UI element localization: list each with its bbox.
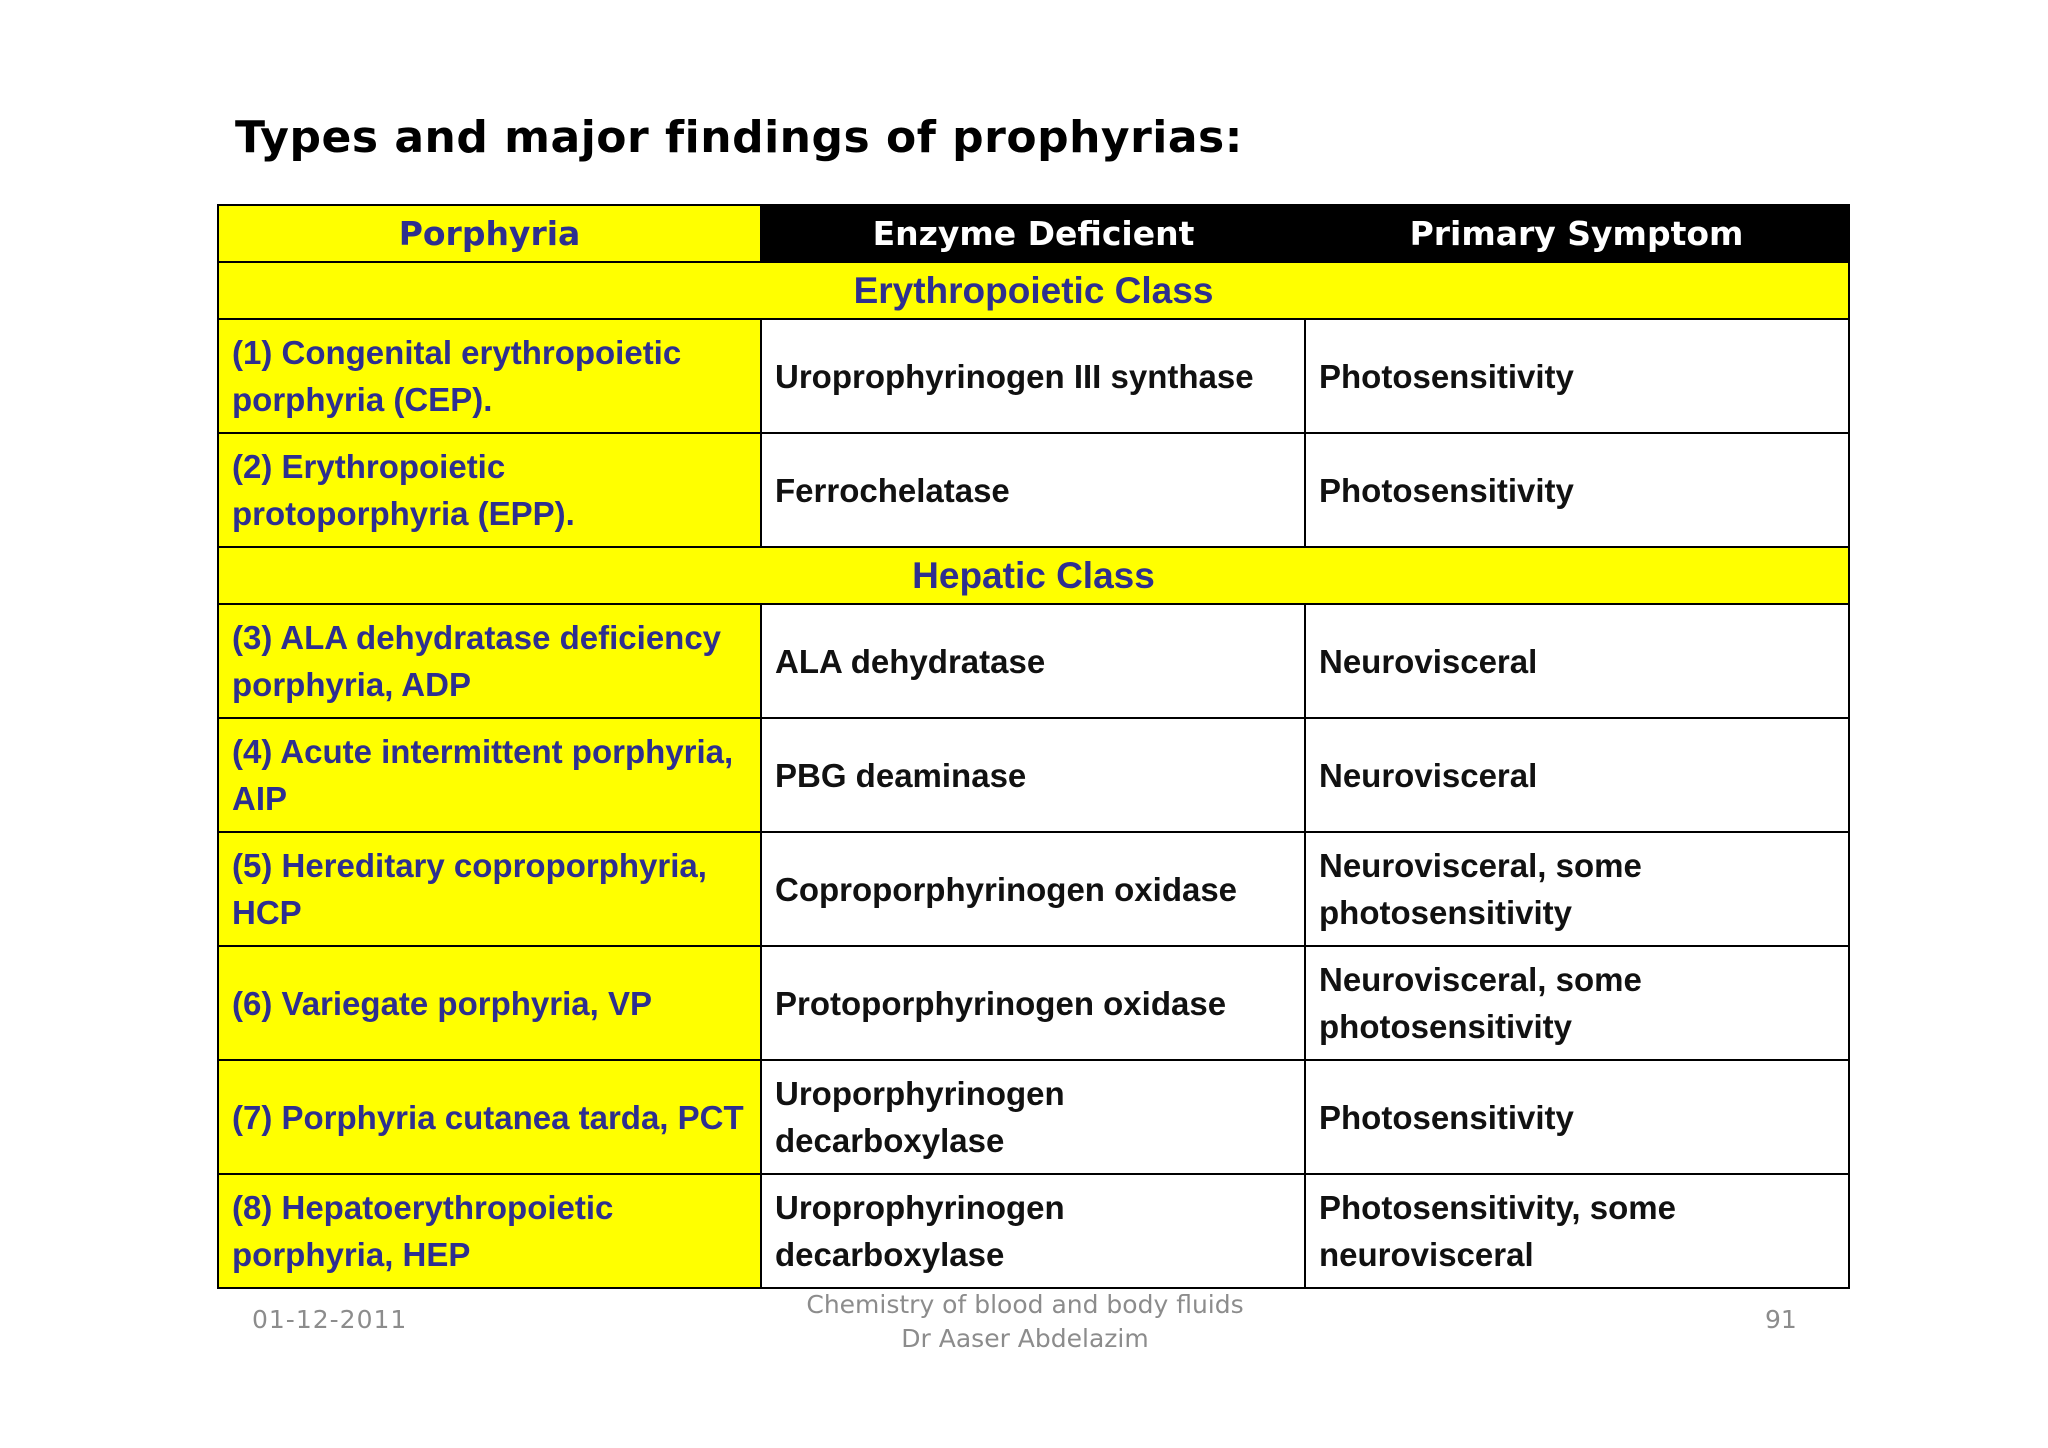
table-row [218,1060,1849,1174]
enzyme-cell: Coproporphyrinogen oxidase [761,832,1305,946]
table-row [218,946,1849,1060]
header-primary-symptom: Primary Symptom [1305,205,1849,262]
porphyria-name-cell: (4) Acute intermittent porphyria, AIP [218,718,761,832]
symptom-cell: Photosensitivity, some neurovisceral [1305,1174,1849,1288]
enzyme-cell: Uroporphyrinogen decarboxylase [761,1060,1305,1174]
symptom-cell: Photosensitivity [1305,1060,1849,1174]
table-row [218,832,1849,946]
footer-author: Dr Aaser Abdelazim [901,1324,1149,1353]
porphyria-name-cell: (8) Hepatoerythropoietic porphyria, HEP [218,1174,761,1288]
porphyria-name-cell: (2) Erythropoietic protoporphyria (EPP). [218,433,761,547]
symptom-cell: Photosensitivity [1305,319,1849,433]
footer-course-info [700,1288,1350,1356]
enzyme-cell: Uroprophyrinogen III synthase [761,319,1305,433]
porphyria-name-cell: (5) Hereditary coproporphyria, HCP [218,832,761,946]
header-enzyme-deficient: Enzyme Deficient [761,205,1305,262]
table-row [218,1174,1849,1288]
table-header-row [218,205,1849,262]
symptom-cell: Photosensitivity [1305,433,1849,547]
table-row [218,604,1849,718]
enzyme-cell: PBG deaminase [761,718,1305,832]
table-row [218,319,1849,433]
table-row [218,433,1849,547]
porphyria-name-cell: (1) Congenital erythropoietic porphyria (CEP). [218,319,761,433]
porphyria-table [217,204,1850,1289]
enzyme-cell: Ferrochelatase [761,433,1305,547]
footer-course: Chemistry of blood and body fluids [806,1290,1244,1319]
section-row-hepatic [218,547,1849,604]
symptom-cell: Neurovisceral [1305,604,1849,718]
slide-title: Types and major findings of prophyrias: [235,112,1243,163]
porphyria-name-cell: (7) Porphyria cutanea tarda, PCT [218,1060,761,1174]
symptom-cell: Neurovisceral [1305,718,1849,832]
enzyme-cell: ALA dehydratase [761,604,1305,718]
enzyme-cell: Uroprophyrinogen decarboxylase [761,1174,1305,1288]
section-label: Hepatic Class [218,547,1849,604]
symptom-cell: Neurovisceral, some photosensitivity [1305,946,1849,1060]
footer-date: 01-12-2011 [252,1305,408,1334]
table-row [218,718,1849,832]
footer-page-number: 91 [1765,1305,1797,1334]
header-porphyria: Porphyria [218,205,761,262]
section-row-erythropoietic [218,262,1849,319]
porphyria-name-cell: (6) Variegate porphyria, VP [218,946,761,1060]
porphyria-name-cell: (3) ALA dehydratase deficiency porphyria, ADP [218,604,761,718]
symptom-cell: Neurovisceral, some photosensitivity [1305,832,1849,946]
section-label: Erythropoietic Class [218,262,1849,319]
enzyme-cell: Protoporphyrinogen oxidase [761,946,1305,1060]
